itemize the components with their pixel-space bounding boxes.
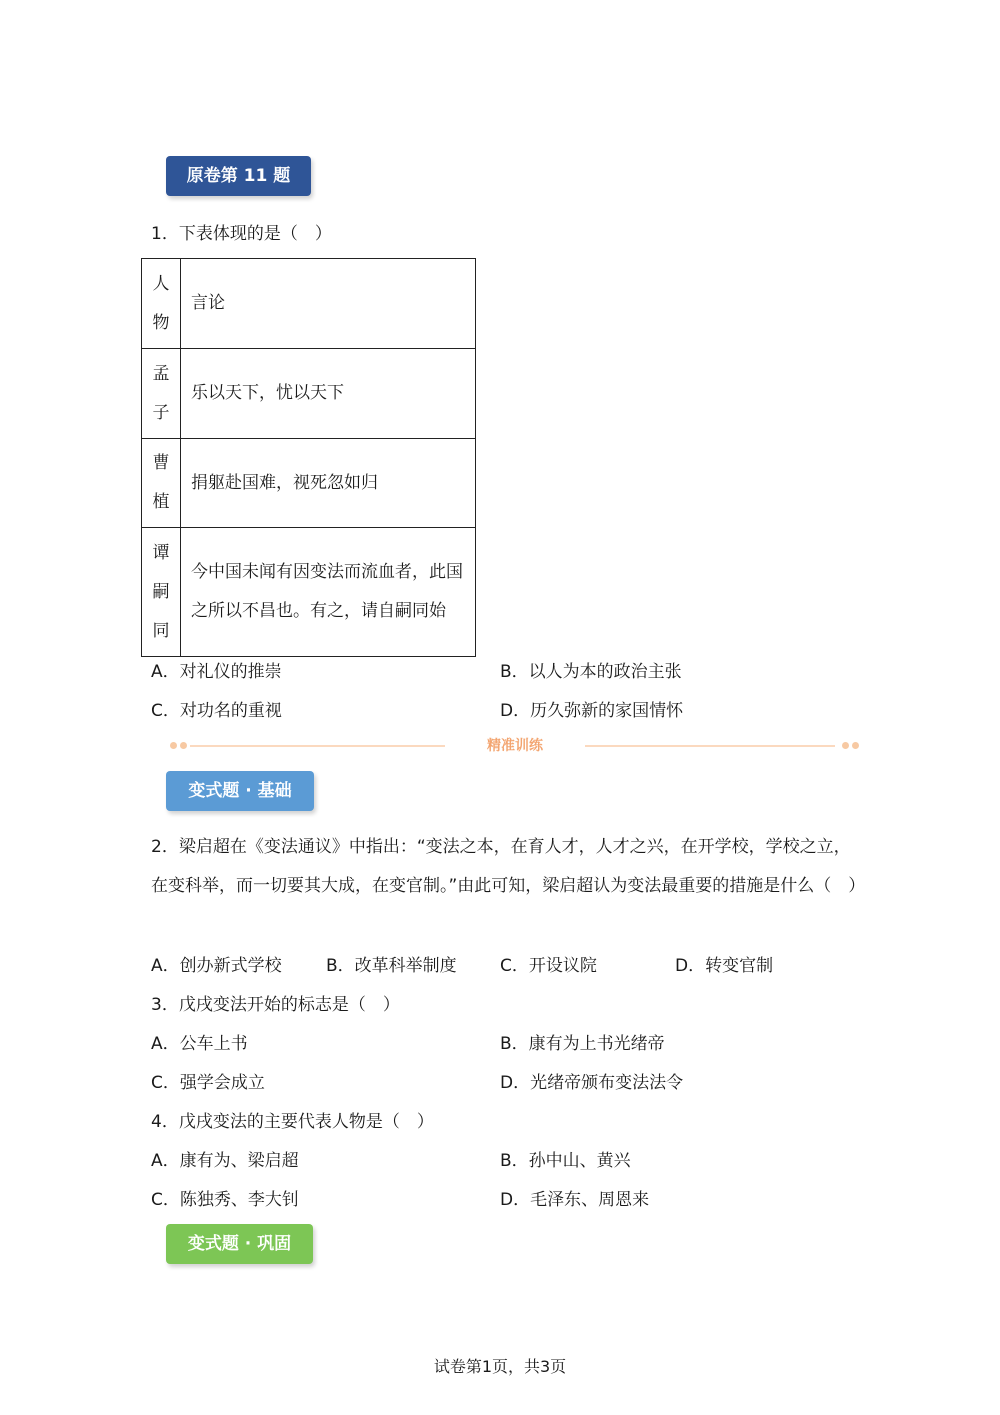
section-tag-original: 原卷第 11 题 — [166, 156, 311, 196]
divider-line — [190, 745, 445, 747]
question-1-option-a[interactable]: A．对礼仪的推崇 — [151, 662, 282, 682]
question-3-option-d[interactable]: D．光绪帝颁布变法法令 — [500, 1073, 684, 1093]
question-2-option-d[interactable]: D．转变官制 — [675, 956, 774, 976]
question-2-option-b[interactable]: B．改革科举制度 — [326, 956, 457, 976]
quote-cell: 捐躯赴国难，视死忽如归 — [181, 439, 476, 528]
divider-dot — [842, 742, 849, 749]
question-2-option-a[interactable]: A．创办新式学校 — [151, 956, 282, 976]
question-3-option-a[interactable]: A．公车上书 — [151, 1034, 248, 1054]
person-name-cell — [142, 349, 181, 439]
header-name-cell — [142, 259, 181, 349]
question-2-option-c[interactable]: C．开设议院 — [500, 956, 597, 976]
header-speech-cell: 言论 — [181, 259, 476, 349]
header-name-char: 物 — [152, 312, 170, 333]
person-name-char: 谭 — [152, 542, 170, 563]
question-4-option-a[interactable]: A．康有为、梁启超 — [151, 1151, 299, 1171]
table-header-row — [142, 259, 476, 349]
precise-training-divider — [170, 737, 860, 755]
question-1-stem: 1．下表体现的是（ ） — [151, 224, 332, 244]
divider-dot — [170, 742, 177, 749]
person-name-cell — [142, 528, 181, 657]
section-tag-variant-basic: 变式题 · 基础 — [166, 771, 314, 811]
person-name-char: 同 — [152, 620, 170, 641]
quote-cell: 乐以天下，忧以天下 — [181, 349, 476, 439]
question-4-option-c[interactable]: C．陈独秀、李大钊 — [151, 1190, 299, 1210]
person-name-char: 子 — [152, 402, 170, 423]
divider-dot — [852, 742, 859, 749]
person-name-char: 孟 — [152, 363, 170, 384]
table-row — [142, 439, 476, 528]
divider-line — [585, 745, 835, 747]
question-1-option-b[interactable]: B．以人为本的政治主张 — [500, 662, 682, 682]
person-name-char: 植 — [152, 492, 170, 512]
table-row — [142, 349, 476, 439]
question-1-option-c[interactable]: C．对功名的重视 — [151, 701, 282, 721]
question-3-option-b[interactable]: B．康有为上书光绪帝 — [500, 1034, 665, 1054]
header-name-char: 人 — [152, 273, 170, 294]
person-name-cell — [142, 439, 181, 528]
question-4-option-d[interactable]: D．毛泽东、周恩来 — [500, 1190, 650, 1210]
quote-cell: 今中国未闻有因变法而流血者，此国之所以不昌也。有之，请自嗣同始 — [181, 528, 476, 657]
divider-label: 精准训练 — [487, 738, 543, 754]
table-row — [142, 528, 476, 657]
question-4-stem: 4．戊戌变法的主要代表人物是（ ） — [151, 1112, 434, 1132]
question-3-stem: 3．戊戌变法开始的标志是（ ） — [151, 995, 400, 1015]
quote-table — [141, 258, 476, 657]
divider-dot — [180, 742, 187, 749]
person-name-char: 嗣 — [152, 581, 170, 602]
section-tag-variant-consolidate: 变式题 · 巩固 — [166, 1224, 313, 1264]
question-2-stem: 2．梁启超在《变法通议》中指出：“变法之本，在育人才，人才之兴，在开学校，学校之立，在变科举，而一切要其大成，在变官制。”由此可知，梁启超认为变法最重要的措施是什么（ ） — [151, 837, 866, 896]
question-1-option-d[interactable]: D．历久弥新的家国情怀 — [500, 701, 684, 721]
question-3-option-c[interactable]: C．强学会成立 — [151, 1073, 265, 1093]
person-name-char: 曹 — [152, 453, 170, 473]
page-footer: 试卷第1页，共3页 — [433, 1357, 567, 1376]
question-4-option-b[interactable]: B．孙中山、黄兴 — [500, 1151, 631, 1171]
